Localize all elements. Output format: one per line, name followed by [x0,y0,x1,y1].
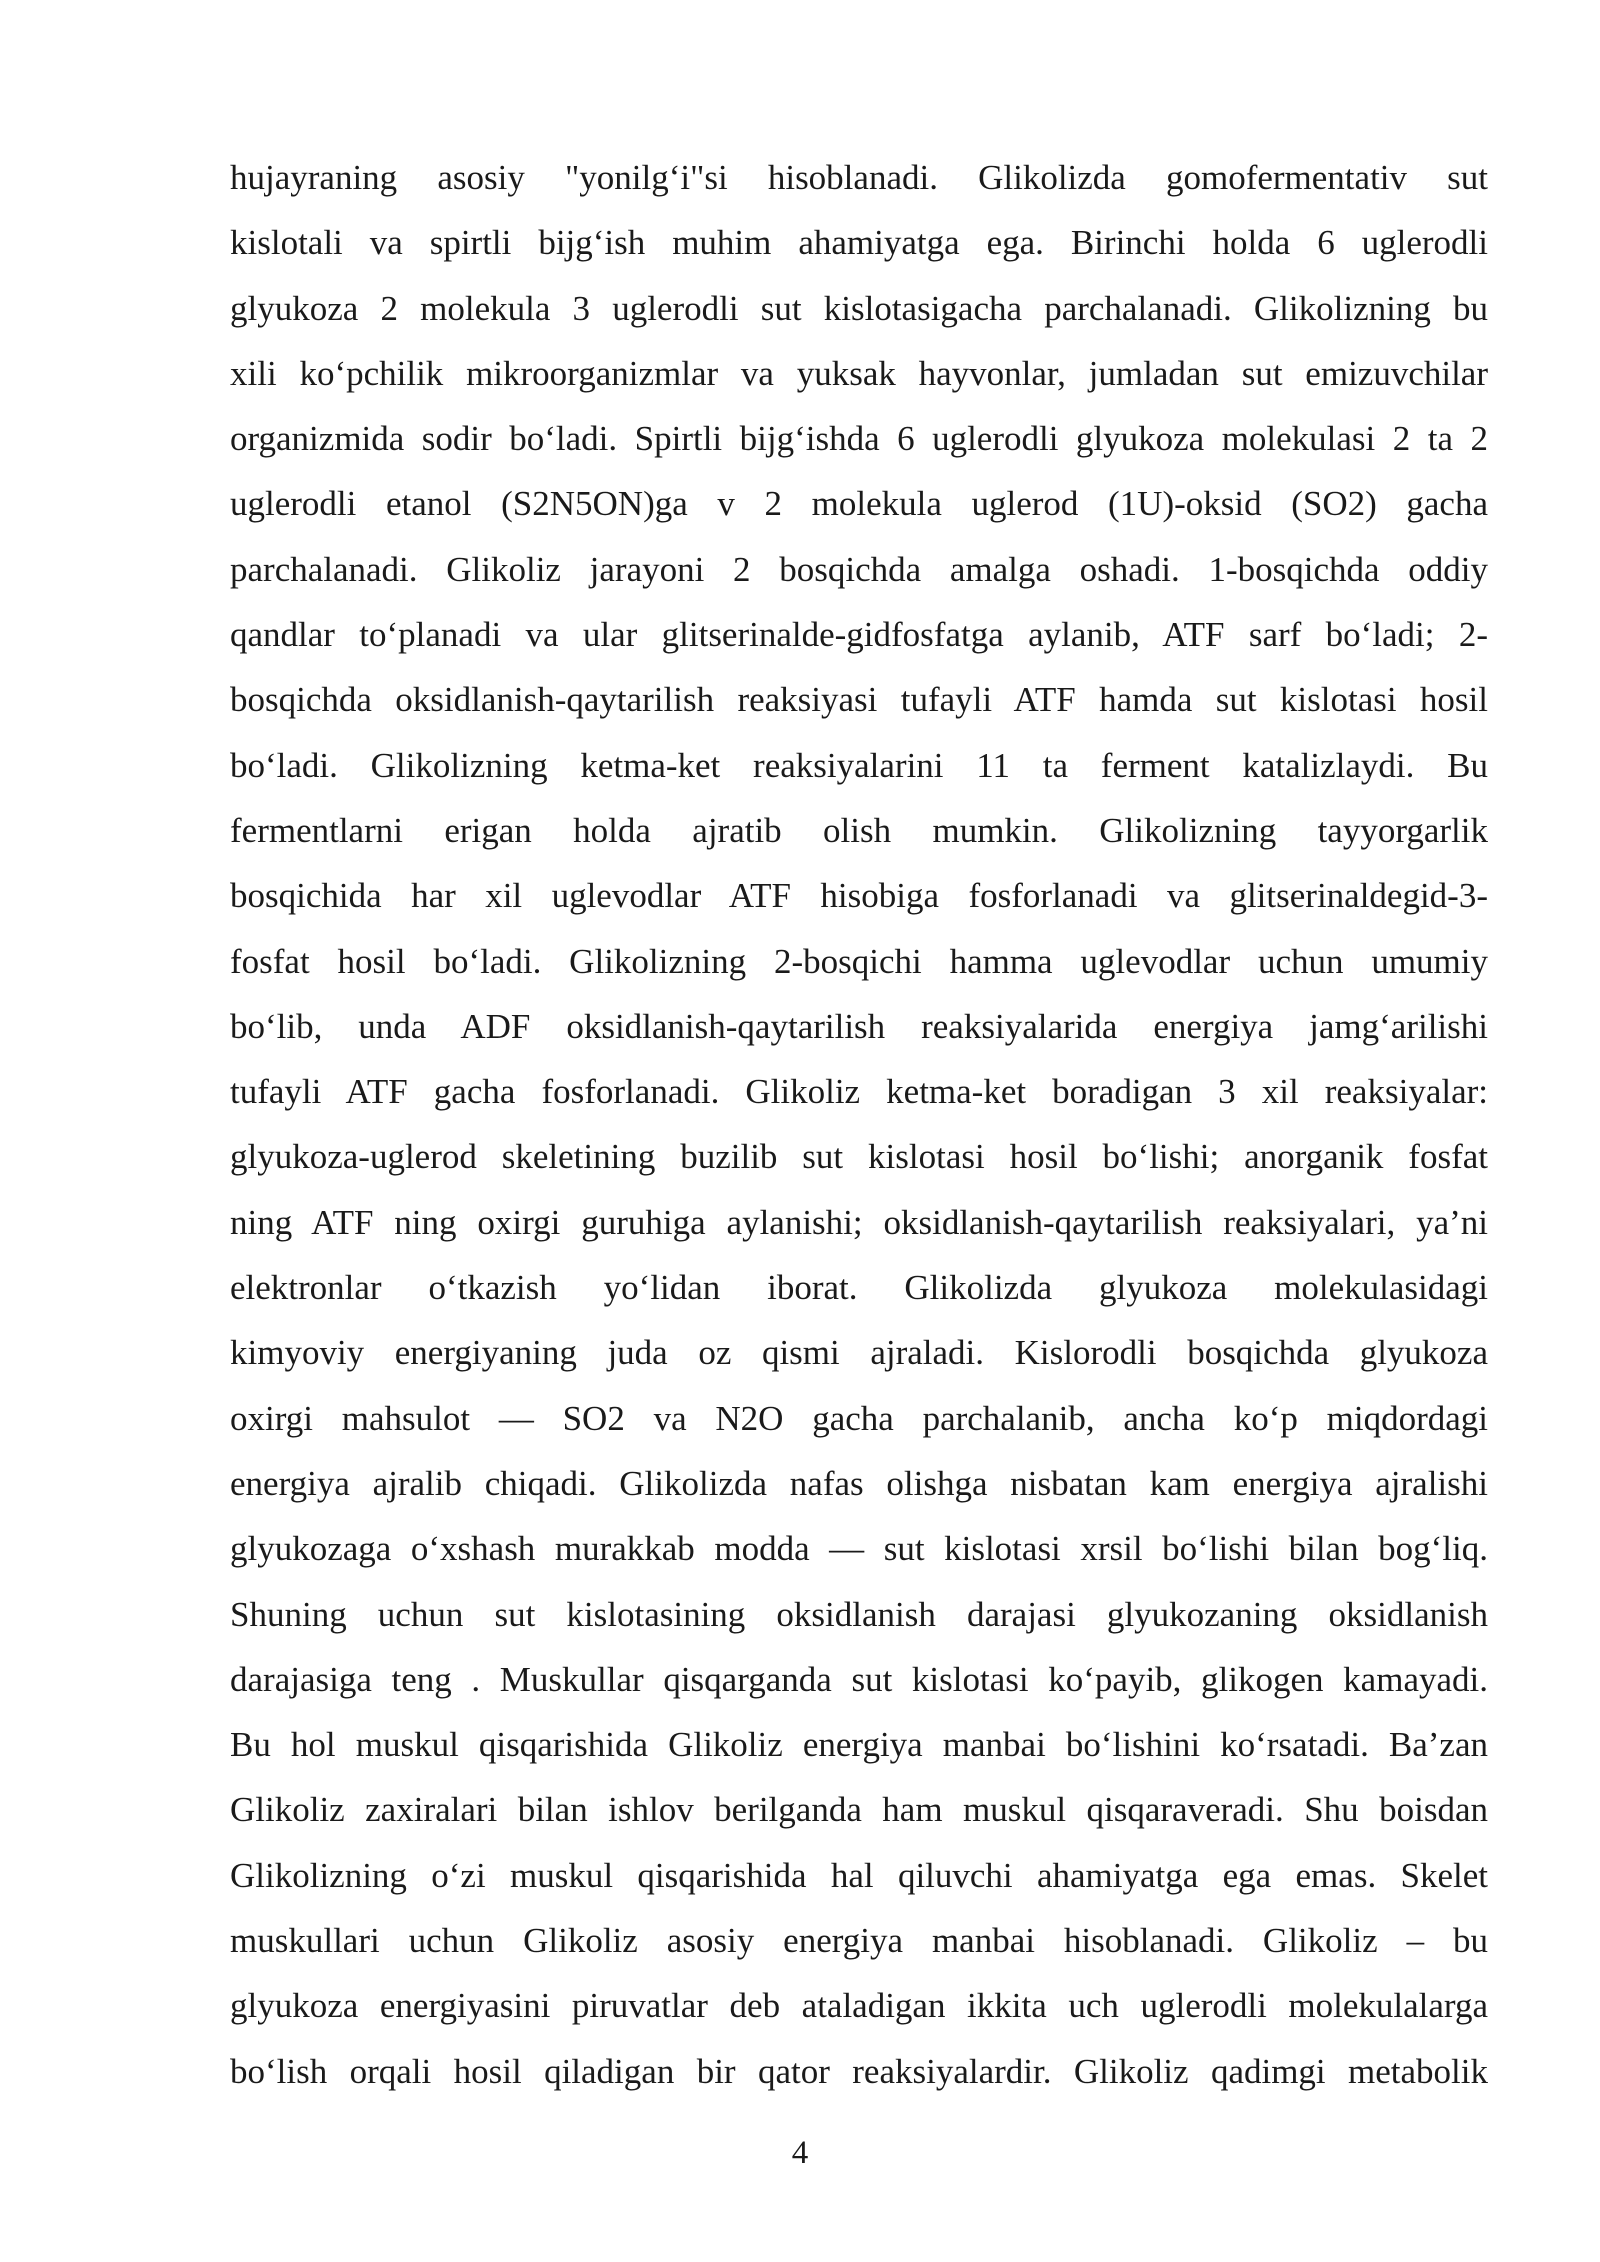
text-line: darajasiga teng . Muskullar qisqarganda sut kislotasi ko‘payib, glikogen kamayadi. [230,1659,1488,1699]
body-paragraph [230,145,1488,2104]
text-line: glyukoza energiyasini piruvatlar deb ataladigan ikkita uch uglerodli molekulalarga [230,1986,1488,2026]
text-line: bo‘lish orqali hosil qiladigan bir qator reaksiyalardir. Glikoliz qadimgi metabolik [230,2051,1488,2091]
text-line: energiya ajralib chiqadi. Glikolizda nafas olishga nisbatan kam energiya ajralishi [230,1463,1488,1503]
text-line: parchalanadi. Glikoliz jarayoni 2 bosqichda amalga oshadi. 1-bosqichda oddiy [230,549,1488,589]
text-line: oxirgi mahsulot — SO2 va N2O gacha parchalanib, ancha ko‘p miqdordagi [230,1398,1488,1438]
text-line: kislotali va spirtli bijg‘ish muhim ahamiyatga ega. Birinchi holda 6 uglerodli [230,223,1488,263]
text-line: xili ko‘pchilik mikroorganizmlar va yuksak hayvonlar, jumladan sut emizuvchilar [230,353,1488,393]
text-line: glyukoza 2 molekula 3 uglerodli sut kislotasigacha parchalanadi. Glikolizning bu [230,288,1488,328]
text-line: uglerodli etanol (S2N5ON)ga v 2 molekula uglerod (1U)-oksid (SO2) gacha [230,484,1488,524]
text-line: kimyoviy energiyaning juda oz qismi ajraladi. Kislorodli bosqichda glyukoza [230,1333,1488,1373]
text-line: Glikolizning o‘zi muskul qisqarishida hal qiluvchi ahamiyatga ega emas. Skelet [230,1855,1488,1895]
page-number: 4 [791,2135,809,2171]
text-line: tufayli ATF gacha fosforlanadi. Glikoliz ketma-ket boradigan 3 xil reaksiyalar: [230,1072,1488,1112]
text-line: organizmida sodir bo‘ladi. Spirtli bijg‘ishda 6 uglerodli glyukoza molekulasi 2 ta 2 [230,419,1488,459]
text-line: glyukozaga o‘xshash murakkab modda — sut kislotasi xrsil bo‘lishi bilan bog‘liq. [230,1529,1488,1569]
text-line: bo‘ladi. Glikolizning ketma-ket reaksiyalarini 11 ta ferment katalizlaydi. Bu [230,745,1488,785]
text-line: qandlar to‘planadi va ular glitserinalde-gidfosfatga aylanib, ATF sarf bo‘ladi; 2- [230,615,1488,655]
text-line: fosfat hosil bo‘ladi. Glikolizning 2-bosqichi hamma uglevodlar uchun umumiy [230,941,1488,981]
text-line: elektronlar o‘tkazish yo‘lidan iborat. Glikolizda glyukoza molekulasidagi [230,1268,1488,1308]
text-line: Glikoliz zaxiralari bilan ishlov berilganda ham muskul qisqaraveradi. Shu boisdan [230,1790,1488,1830]
text-line: muskullari uchun Glikoliz asosiy energiya manbai hisoblanadi. Glikoliz – bu [230,1921,1488,1961]
text-line: hujayraning asosiy "yonilg‘i"si hisoblanadi. Glikolizda gomofermentativ sut [230,158,1488,197]
text-line: glyukoza-uglerod skeletining buzilib sut kislotasi hosil bo‘lishi; anorganik fosfat [230,1137,1488,1177]
text-line: bo‘lib, unda ADF oksidlanish-qaytarilish reaksiyalarida energiya jamg‘arilishi [230,1006,1488,1046]
text-line: bosqichda oksidlanish-qaytarilish reaksiyasi tufayli ATF hamda sut kislotasi hosil [230,680,1488,720]
text-line: bosqichida har xil uglevodlar ATF hisobiga fosforlanadi va glitserinaldegid-3- [230,876,1488,916]
text-line: Shuning uchun sut kislotasining oksidlanish darajasi glyukozaning oksidlanish [230,1594,1488,1634]
text-line: fermentlarni erigan holda ajratib olish mumkin. Glikolizning tayyorgarlik [230,810,1488,850]
text-line: Bu hol muskul qisqarishida Glikoliz energiya manbai bo‘lishini ko‘rsatadi. Ba’zan [230,1725,1488,1765]
text-line: ning ATF ning oxirgi guruhiga aylanishi; oksidlanish-qaytarilish reaksiyalari, ya’ni [230,1202,1488,1242]
